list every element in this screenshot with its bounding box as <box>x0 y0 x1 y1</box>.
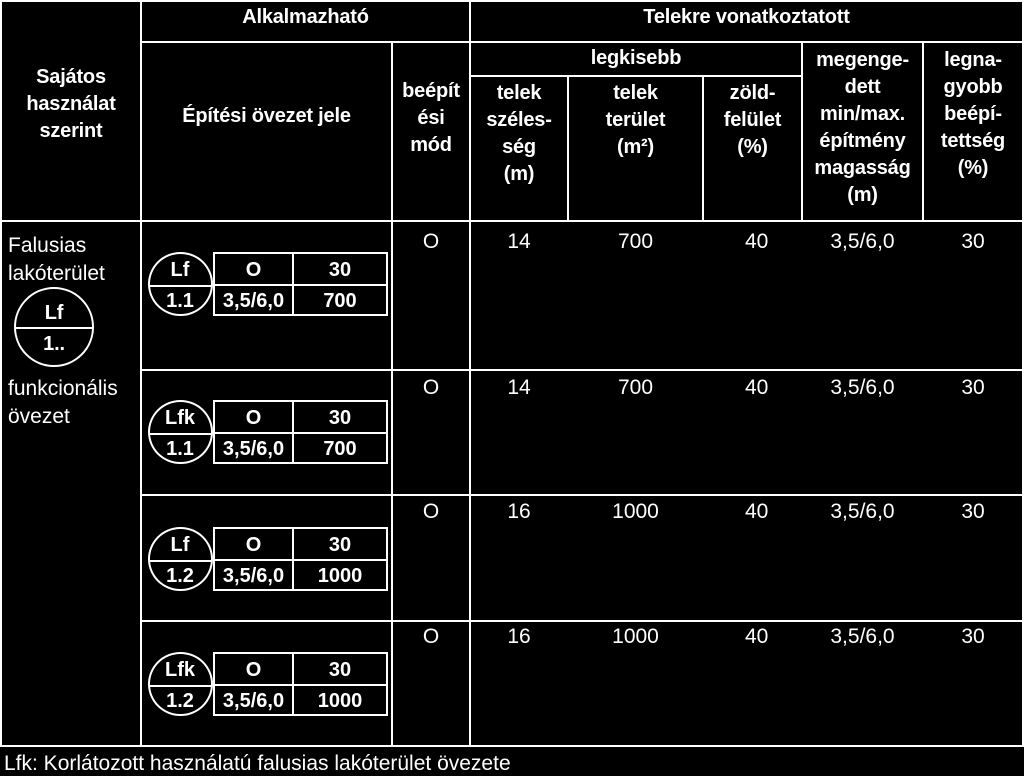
stamp-mode: O <box>245 534 262 556</box>
row-divider-3 <box>140 620 1024 622</box>
stamp-mode: O <box>245 407 262 429</box>
header-coverage: legna- gyobb beépí- tettség (%) <box>940 49 1006 179</box>
stamp-sub: 1.1 <box>166 438 194 460</box>
zone-stamp-lf-1-2 <box>148 527 388 595</box>
header-bottom-border <box>0 220 1024 222</box>
cell-height: 3,5/6,0 <box>830 230 895 253</box>
header-plot-related: Telekre vonatkoztatott <box>643 6 850 28</box>
stamp-mode: O <box>245 259 262 281</box>
cell-width: 14 <box>507 376 531 399</box>
header-plot-area: telek terület (m²) <box>605 82 666 158</box>
stamp-area: 700 <box>323 290 357 312</box>
cell-area: 700 <box>617 376 654 399</box>
header-divider-2 <box>469 75 801 77</box>
header-green-area: zöld- felület (%) <box>723 82 782 158</box>
stamp-code: Lfk <box>165 659 195 681</box>
stamp-pct: 30 <box>328 534 352 556</box>
cell-green: 40 <box>745 230 769 253</box>
stamp-pct: 30 <box>328 659 352 681</box>
table-bottom-border <box>0 745 1024 747</box>
footnote: Lfk: Korlátozott használatú falusias lakóterület övezete <box>4 752 511 775</box>
row-divider-2 <box>140 494 1024 496</box>
cell-coverage: 30 <box>961 376 985 399</box>
cell-mode: O <box>422 230 440 253</box>
header-building-mode: beépít ési mód <box>402 80 460 156</box>
stamp-area: 1000 <box>317 690 363 712</box>
stamp-height: 3,5/6,0 <box>222 290 285 312</box>
cell-width: 16 <box>507 500 531 523</box>
cell-mode: O <box>422 376 440 399</box>
stamp-code: Lfk <box>165 407 195 429</box>
cell-mode: O <box>422 625 440 648</box>
use-falusias: Falusias <box>8 234 87 257</box>
cell-coverage: 30 <box>961 500 985 523</box>
cell-green: 40 <box>745 500 769 523</box>
cell-area: 700 <box>617 230 654 253</box>
cell-height: 3,5/6,0 <box>830 625 895 648</box>
zone-symbol-bottom: 1.. <box>43 333 65 355</box>
zone-stamp-lfk-1-1 <box>148 400 388 468</box>
use-ovezet: övezet <box>8 405 70 428</box>
use-lakoterulet: lakóterület <box>8 262 105 285</box>
stamp-area: 1000 <box>317 565 363 587</box>
header-use: Sajátos használat szerint <box>26 66 116 142</box>
header-plot-width: telek széles- ség (m) <box>486 82 552 185</box>
cell-mode: O <box>422 500 440 523</box>
stamp-code: Lf <box>170 259 190 281</box>
cell-width: 14 <box>507 230 531 253</box>
header-smallest: legkisebb <box>590 47 682 69</box>
cell-green: 40 <box>745 376 769 399</box>
stamp-mode: O <box>245 659 262 681</box>
cell-height: 3,5/6,0 <box>830 376 895 399</box>
stamp-area: 700 <box>323 438 357 460</box>
cell-area: 1000 <box>612 500 659 523</box>
stamp-pct: 30 <box>328 259 352 281</box>
stamp-height: 3,5/6,0 <box>222 565 285 587</box>
header-applicable: Alkalmazható <box>242 6 369 28</box>
header-zone-sign: Építési övezet jele <box>182 105 351 127</box>
zone-stamp-lfk-1-2 <box>148 652 388 720</box>
stamp-code: Lf <box>170 534 190 556</box>
cell-width: 16 <box>507 625 531 648</box>
cell-green: 40 <box>745 625 769 648</box>
stamp-pct: 30 <box>328 407 352 429</box>
stamp-height: 3,5/6,0 <box>222 690 285 712</box>
cell-coverage: 30 <box>961 230 985 253</box>
zone-symbol-top: Lf <box>44 302 64 324</box>
stamp-sub: 1.2 <box>166 565 194 587</box>
use-funkcionalis: funkcionális <box>8 377 118 400</box>
cell-coverage: 30 <box>961 625 985 648</box>
table-top-border <box>0 0 1024 2</box>
cell-area: 1000 <box>612 625 659 648</box>
row-divider-1 <box>140 369 1024 371</box>
stamp-sub: 1.2 <box>166 690 194 712</box>
header-height: megenge- dett min/max. építmény magasság (m) <box>814 49 911 206</box>
header-divider-1 <box>140 41 1024 43</box>
stamp-sub: 1.1 <box>166 290 194 312</box>
cell-height: 3,5/6,0 <box>830 500 895 523</box>
zone-stamp-lf-1-1 <box>148 252 388 320</box>
stamp-height: 3,5/6,0 <box>222 438 285 460</box>
